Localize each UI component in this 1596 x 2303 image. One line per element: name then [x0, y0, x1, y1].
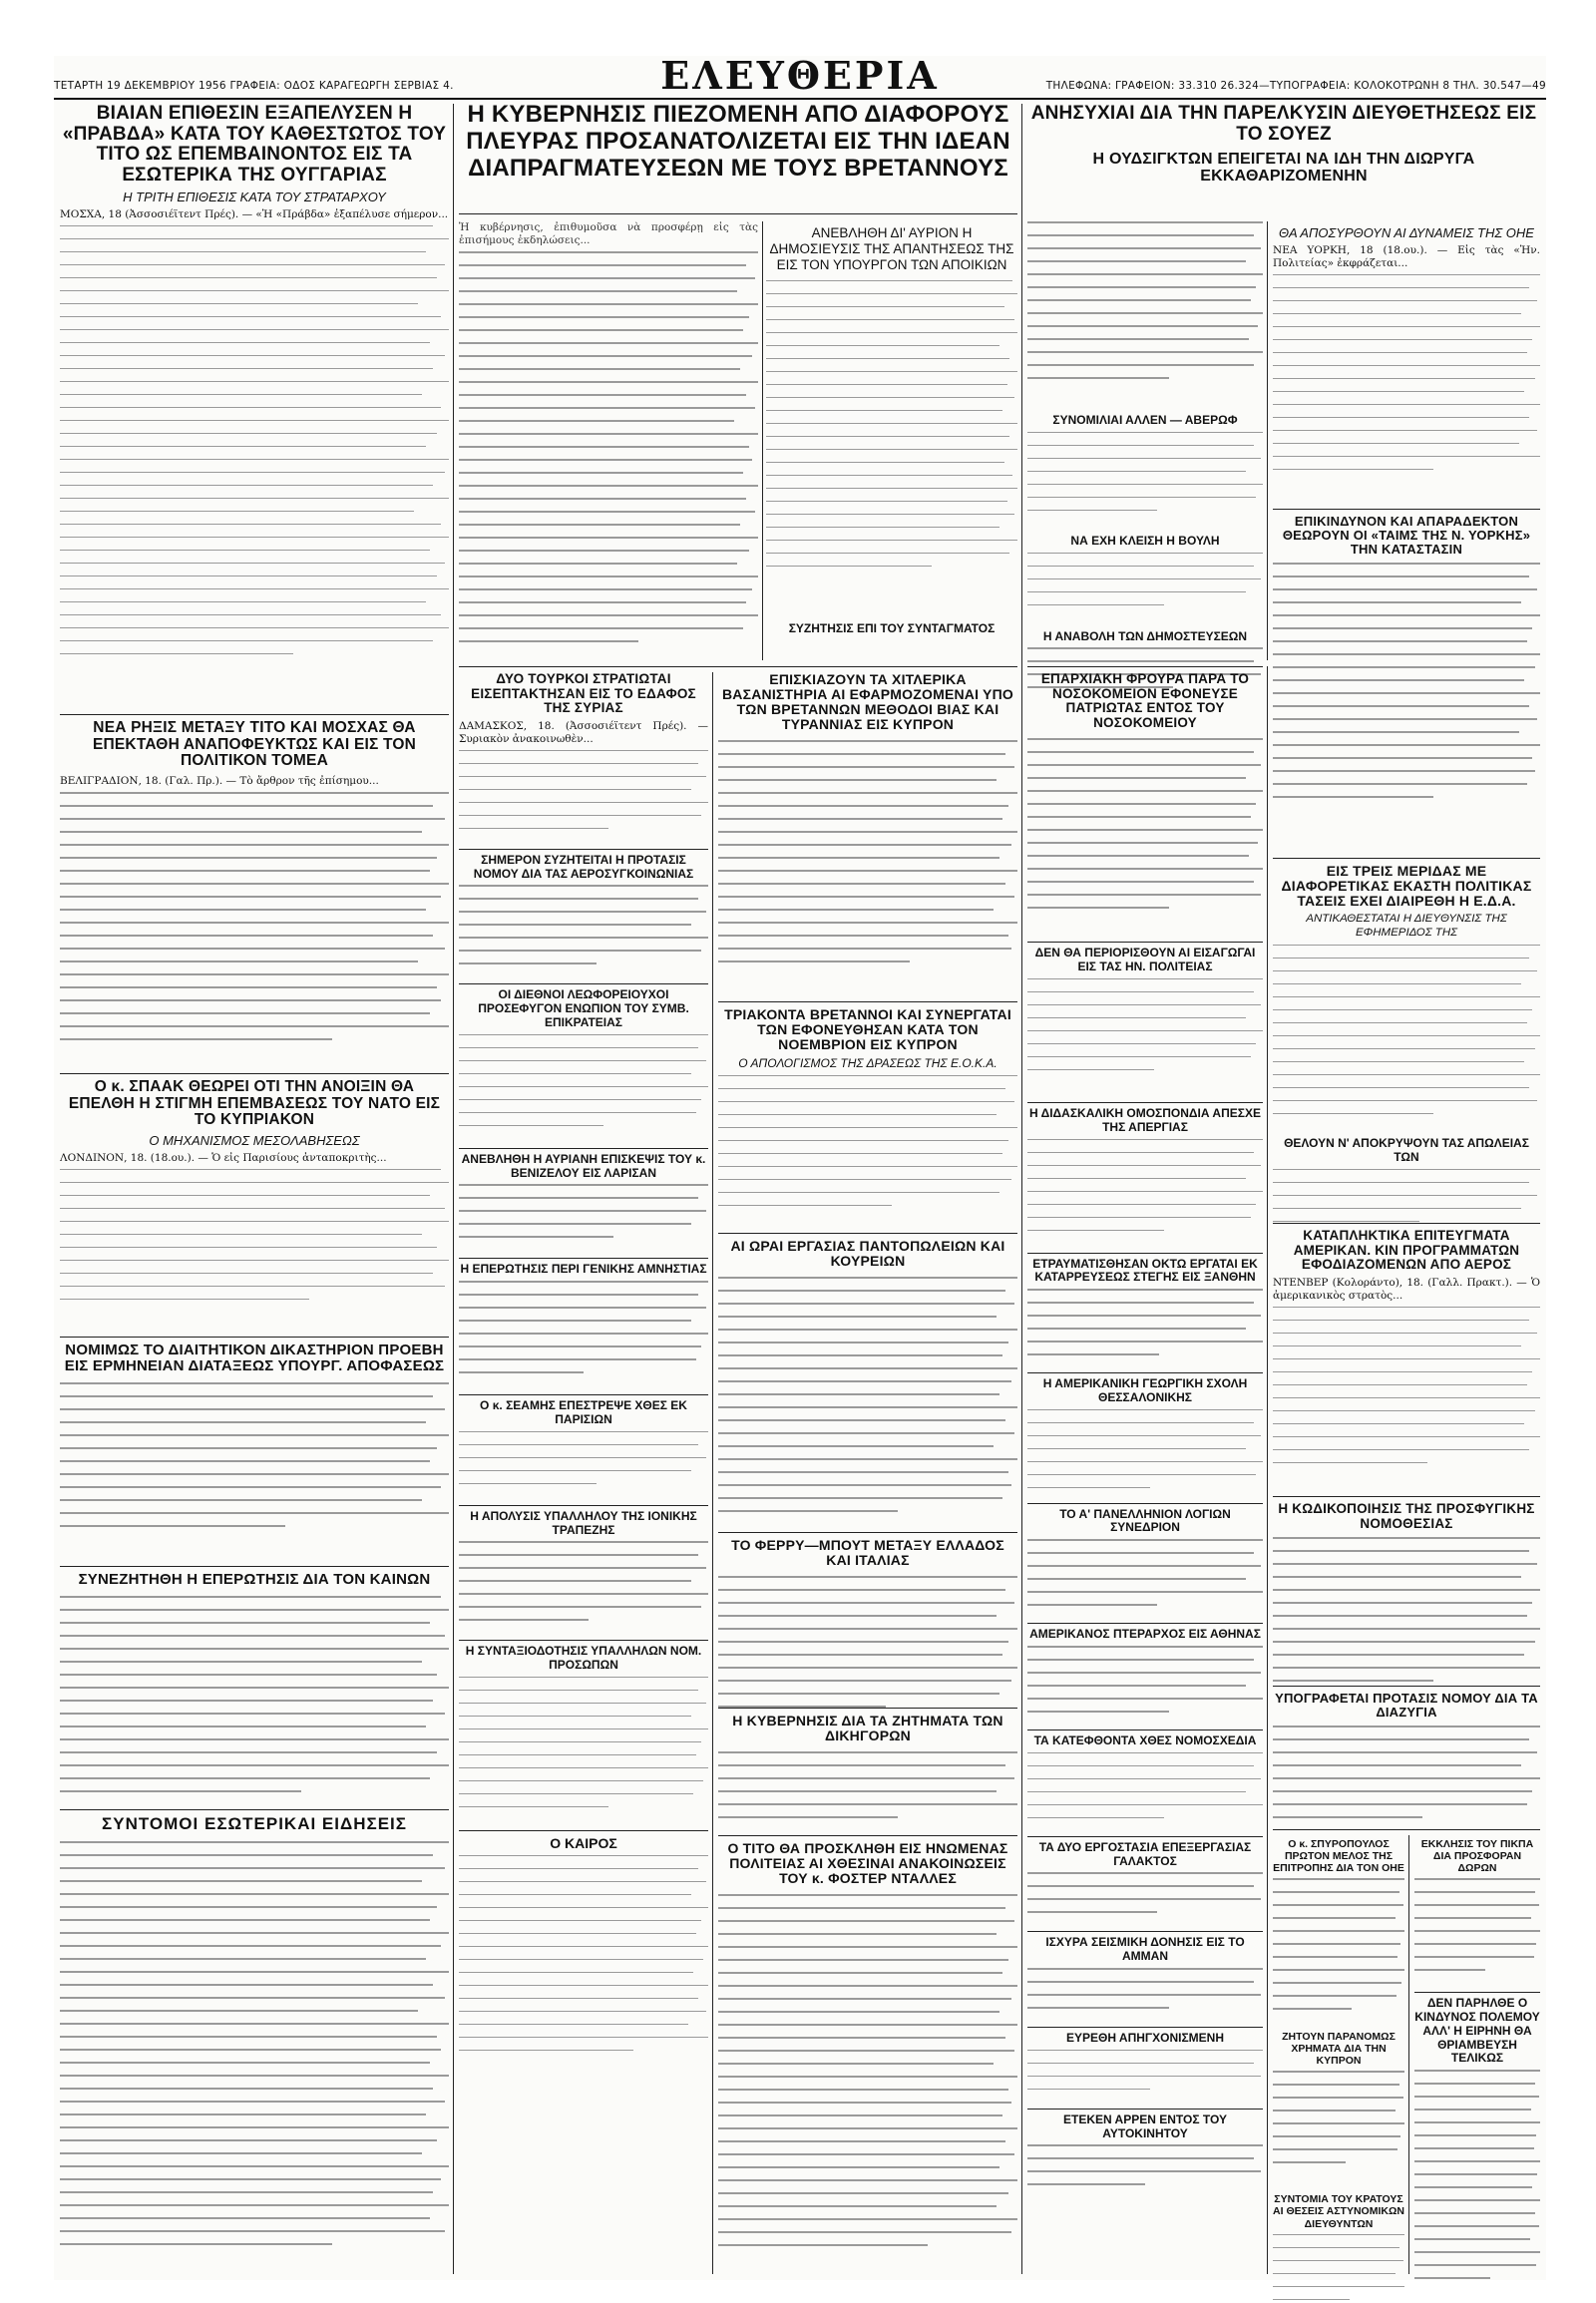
divider — [1027, 1729, 1263, 1730]
article-parixorisi-body — [1273, 2234, 1404, 2303]
divider — [459, 1640, 708, 1641]
article-syntaxiouchoi-headline: Η ΣΥΝΤΑΞΙΟΔΟΤΗΣΙΣ ΥΠΑΛΛΗΛΩΝ ΝΟΜ. ΠΡΟΣΩΠΩΝ — [465, 1644, 702, 1673]
article-vouli-headline: ΝΑ ΕΧΗ ΚΛΕΙΣΗ Η ΒΟΥΛΗ — [1070, 533, 1220, 548]
article-main-lead: Ἡ κυβέρνησις, ἐπιθυμοῦσα νὰ προσφέρῃ εἰς τὰς ἐπισήμους ἐκδηλώσεις... — [459, 221, 758, 246]
article-pravda-headline: ΒΙΑΙΑΝ ΕΠΙΘΕΣΙΝ ΕΞΑΠΕΛΥΣΕΝ Η «ΠΡΑΒΔΑ» ΚΑΤΑ ΤΟΥ ΚΑΘΕΣΤΩΤΟΣ ΤΟΥ ΤΙΤΟ ΩΣ ΕΠΕΜΒΑΙΝΟΝΤΟΣ ΕΙΣ ΤΑ ΕΣΩΤΕΡΙΚΑ ΤΗΣ ΟΥΓΓΑΡΙΑΣ — [62, 104, 447, 186]
divider — [1027, 1102, 1263, 1103]
article-xitler-body — [718, 740, 1017, 999]
divider — [1273, 1223, 1540, 1224]
article-ores — [718, 1239, 1017, 1546]
article-mati-headline: ΘΕΛΟΥΝ Ν' ΑΠΟΚΡΥΨΟΥΝ ΤΑΣ ΑΠΩΛΕΙΑΣ ΤΩΝ — [1284, 1135, 1529, 1164]
article-aprosxonismeni-body — [1027, 2050, 1263, 2105]
article-nosokomeio — [1027, 672, 1263, 2204]
article-amnistia-headline: Η ΕΠΕΡΩΤΗΣΙΣ ΠΕΡΙ ΓΕΝΙΚΗΣ ΑΜΝΗΣΤΙΑΣ — [460, 1262, 707, 1277]
column-rule — [712, 672, 713, 2274]
article-eda-body — [1273, 945, 1540, 1134]
article-spaak-headline: Ο κ. ΣΠΑΑΚ ΘΕΩΡΕΙ ΟΤΙ ΤΗΝ ΑΝΟΙΞΙΝ ΘΑ ΕΠΕΛΘΗ Η ΣΤΙΓΜΗ ΕΠΕΜΒΑΣΕΩΣ ΤΟΥ ΝΑΤΟ ΕΙΣ ΤΟ ΚΥΠΡΙΑΚΟΝ — [68, 1079, 441, 1129]
article-eda — [1273, 864, 1540, 1239]
article-aeros-dateline: ΝΤΕΝΒΕΡ (Κολοράντο), 18. (Γαλλ. Πρακτ.). — Ὁ ἀμερικανικὸς στρατὸς... — [1273, 1276, 1540, 1302]
article-kodikopoiisis — [1273, 1502, 1540, 1697]
article-katefgonta-body — [1027, 1752, 1263, 1832]
divider — [1027, 1836, 1263, 1837]
masthead-rule — [54, 98, 1546, 100]
divider — [60, 714, 449, 715]
article-polemos-headline: ΔΕΝ ΠΑΡΗΛΘΕ Ο ΚΙΝΔΥΝΟΣ ΠΟΛΕΜΟΥ ΑΛΛ' Η ΕΙΡΗΝΗ ΘΑ ΘΡΙΑΜΒΕΥΣΗ ΤΕΛΙΚΩΣ — [1414, 1996, 1540, 2066]
article-main-body-a — [459, 251, 758, 670]
article-main-col-a — [459, 221, 758, 670]
divider — [459, 849, 708, 850]
article-tito-mosxas-body — [60, 792, 449, 1081]
article-venizelos-headline: ΑΝΕΒΛΗΘΗ Η ΑΥΡΙΑΝΗ ΕΠΙΣΚΕΨΙΣ ΤΟΥ κ. ΒΕΝΙΖΕΛΟΥ ΕΙΣ ΛΑΡΙΣΑΝ — [461, 1151, 706, 1180]
article-ferry-headline: ΤΟ ΦΕΡΡΥ—ΜΠΟΥΤ ΜΕΤΑΞΥ ΕΛΛΑΔΟΣ ΚΑΙ ΙΤΑΛΙΑΣ — [731, 1538, 1004, 1569]
article-galaktos-headline: ΤΑ ΔΥΟ ΕΡΓΟΣΤΑΣΙΑ ΕΠΕΞΕΡΓΑΣΙΑΣ ΓΑΛΑΚΤΟΣ — [1038, 1839, 1252, 1868]
divider — [1027, 1253, 1263, 1254]
article-aeros-body — [1273, 1307, 1540, 1486]
article-parixorisi-headline: ΣΥΝΤΟΜΙΑ ΤΟΥ ΚΡΑΤΟΥΣ ΑΙ ΘΕΣΕΙΣ ΑΣΤΥΝΟΜΙΚΩΝ ΔΙΕΥΘΥΝΤΩΝ — [1273, 2193, 1404, 2230]
article-eisagogi-body — [1027, 978, 1263, 1098]
article-venizelos-body — [459, 1184, 708, 1254]
divider — [1027, 1503, 1263, 1504]
column-4-top — [1027, 221, 1263, 707]
article-main-body-b — [766, 280, 1017, 619]
column-rule — [1267, 221, 1268, 660]
column-rule — [1021, 104, 1022, 2274]
article-ores-headline: ΑΙ ΩΡΑΙ ΕΡΓΑΣΙΑΣ ΠΑΝΤΟΠΩΛΕΙΩΝ ΚΑΙ ΚΟΥΡΕΙΩΝ — [730, 1239, 1005, 1270]
article-allen-body — [1027, 432, 1263, 532]
article-triakonta-headline: ΤΡΙΑΚΟΝΤΑ ΒΡΕΤΑΝΝΟΙ ΚΑΙ ΣΥΝΕΡΓΑΤΑΙ ΤΩΝ ΕΦΟΝΕΥΘΗΣΑΝ ΚΑΤΑ ΤΟΝ ΝΟΕΜΒΡΙΟΝ ΕΙΣ ΚΥΠΡΟΝ — [724, 1007, 1011, 1053]
article-spyropoulos-headline: Ο κ. ΣΠΥΡΟΠΟΥΛΟΣ ΠΡΩΤΟΝ ΜΕΛΟΣ ΤΗΣ ΕΠΙΤΡΟΠΗΣ ΔΙΑ ΤΟΝ ΟΗΕ — [1273, 1838, 1404, 1875]
article-aerosygkoinonies-headline: ΣΗΜΕΡΟΝ ΣΥΖΗΤΕΙΤΑΙ Η ΠΡΟΤΑΣΙΣ ΝΟΜΟΥ ΔΙΑ ΤΑΣ ΑΕΡΟΣΥΓΚΟΙΝΩΝΙΑΣ — [473, 852, 694, 881]
article-tito-ipa-body — [718, 1894, 1017, 2273]
article-nyork — [1273, 515, 1540, 837]
divider — [60, 1073, 449, 1074]
article-diazygia-body — [1273, 1726, 1540, 1835]
article-spaak-subhead: Ο ΜΗΧΑΝΙΣΜΟΣ ΜΕΣΟΛΑΒΗΣΕΩΣ — [149, 1133, 360, 1149]
article-nosokomeio-headline: ΕΠΑΡΧΙΑΚΗ ΦΡΟΥΡΑ ΠΑΡΑ ΤΟ ΝΟΣΟΚΟΜΕΙΟΝ ΕΦΟΝΕΥΣΕ ΠΑΤΡΙΩΤΑΣ ΕΝΤΟΣ ΤΟΥ ΝΟΣΟΚΟΜΕΙΟΥ — [1040, 672, 1250, 730]
divider — [1027, 1931, 1263, 1932]
article-nyork-body — [1273, 563, 1540, 837]
divider — [718, 1532, 1017, 1533]
article-dimarxoi-headline: Η ΑΝΑΒΟΛΗ ΤΩΝ ΔΗΜΟΣΤΕΥΣΕΩΝ — [1042, 628, 1248, 643]
article-triakonta — [718, 1007, 1017, 1235]
article-diazygia — [1273, 1692, 1540, 1835]
divider — [1273, 1829, 1540, 1830]
article-tito-mosxas-headline: ΝΕΑ ΡΗΞΙΣ ΜΕΤΑΞΥ ΤΙΤΟ ΚΑΙ ΜΟΣΧΑΣ ΘΑ ΕΠΕΚΤΑΘΗ ΑΝΑΠΟΦΕΥΚΤΩΣ ΚΑΙ ΕΙΣ ΤΟΝ ΠΟΛΙΤΙΚΟΝ ΤΟΜΕΑ — [92, 720, 417, 770]
article-suez-kicker: ΘΑ ΑΠΟΣΥΡΘΟΥΝ ΑΙ ΔΥΝΑΜΕΙΣ ΤΗΣ ΟΗΕ — [1279, 225, 1534, 240]
article-spaak-body — [60, 1169, 449, 1339]
divider — [60, 1566, 449, 1567]
article-eisagogi-headline: ΔΕΝ ΘΑ ΠΕΡΙΟΡΙΣΘΟΥΝ ΑΙ ΕΙΣΑΓΩΓΑΙ ΕΙΣ ΤΑΣ ΗΝ. ΠΟΛΙΤΕΙΑΣ — [1034, 946, 1256, 974]
article-kairos-headline: Ο ΚΑΙΡΟΣ — [550, 1834, 617, 1851]
divider — [718, 1835, 1017, 1836]
article-parisioi-body — [459, 1431, 708, 1501]
article-polemos-body — [1414, 2070, 1540, 2303]
divider — [1414, 1992, 1540, 1993]
article-dikigoroi — [718, 1714, 1017, 1841]
article-galaktos-body — [1027, 1872, 1263, 1927]
article-kanones-headline: ΣΥΝΕΖΗΤΗΘΗ Η ΕΠΕΡΩΤΗΣΙΣ ΔΙΑ ΤΟΝ ΚΑΙΝΩΝ — [78, 1572, 431, 1588]
article-xitler — [718, 672, 1017, 999]
article-aprosxonismeni-headline: ΕΥΡΕΘΗ ΑΠΗΓΧΟΝΙΣΜΕΝΗ — [1066, 2031, 1224, 2046]
divider — [459, 1830, 708, 1831]
article-amnistia-body — [459, 1281, 708, 1390]
article-logioi-headline: ΤΟ Α' ΠΑΝΕΛΛΗΝΙΟΝ ΛΟΓΙΩΝ ΣΥΝΕΔΡΙΟΝ — [1059, 1506, 1231, 1535]
article-syntomoi-body — [60, 1841, 449, 2270]
divider — [459, 1394, 708, 1395]
article-dikigoroi-body — [718, 1751, 1017, 1841]
article-syntaxiouchoi-body — [459, 1677, 708, 1826]
article-allen-headline: ΣΥΝΟΜΙΛΙΑΙ ΑΛΛΕΝ — ΑΒΕΡΩΦ — [1052, 413, 1238, 427]
article-triakonta-subhead: Ο ΑΠΟΛΟΓΙΣΜΟΣ ΤΗΣ ΔΡΑΣΕΩΣ ΤΗΣ Ε.Ο.Κ.Α. — [738, 1056, 998, 1071]
article-nosokomeio-body — [1027, 738, 1263, 938]
article-suez-body — [1273, 274, 1540, 504]
article-ypallilos-body — [459, 1541, 708, 1636]
divider — [1273, 509, 1540, 510]
divider — [459, 1148, 708, 1149]
article-arren-headline: ΕΤΕΚΕΝ ΑΡΡΕΝ ΕΝΤΟΣ ΤΟΥ ΑΥΤΟΚΙΝΗΤΟΥ — [1062, 2111, 1227, 2140]
article-arren-body — [1027, 2144, 1263, 2204]
article-diazygia-headline: ΥΠΟΓΡΑΦΕΤΑΙ ΠΡΟΤΑΣΙΣ ΝΟΜΟΥ ΔΙΑ ΤΑ ΔΙΑΖΥΓΙΑ — [1275, 1692, 1538, 1721]
article-suez — [1027, 104, 1540, 186]
article-aeros — [1273, 1229, 1540, 1486]
article-pravda-subhead: Η ΤΡΙΤΗ ΕΠΙΘΕΣΙΣ ΚΑΤΑ ΤΟΥ ΣΤΡΑΤΑΡΧΟΥ — [123, 190, 386, 205]
article-suez-dateline: ΝΕΑ ΥΟΡΚΗ, 18 (18.ου.). — Εἰς τὰς «Ἡν. Πολιτείας» ἐκφράζεται... — [1273, 243, 1540, 269]
masthead-date-line: ΤΕΤΑΡΤΗ 19 ΔΕΚΕΜΒΡΙΟΥ 1956 ΓΡΑΦΕΙΑ: ΟΔΟΣ ΚΑΡΑΓΕΩΡΓΗ ΣΕΡΒΙΑΣ 4. — [54, 80, 454, 92]
article-pikpa-headline: ΕΚΚΛΗΣΙΣ ΤΟΥ ΠΙΚΠΑ ΔΙΑ ΠΡΟΣΦΟΡΑΝ ΔΩΡΩΝ — [1420, 1838, 1534, 1875]
article-parisioi-headline: Ο κ. ΣΕΑΜΗΣ ΕΠΕΣΤΡΕΨΕ ΧΘΕΣ ΕΚ ΠΑΡΙΣΙΩΝ — [480, 1398, 687, 1426]
article-pravda — [60, 104, 449, 714]
divider — [459, 213, 1017, 214]
article-spaak — [60, 1079, 449, 1339]
article-kodikopoiisis-body — [1273, 1537, 1540, 1697]
article-spaak-dateline: ΛΟΝΔΙΝΟΝ, 18. (18.ου.). — Ὁ εἰς Παρισίους ἀνταποκριτὴς... — [60, 1151, 387, 1164]
article-didaskaliki-headline: Η ΔΙΔΑΣΚΑΛΙΚΗ ΟΜΟΣΠΟΝΔΙΑ ΑΠΕΣΧΕ ΤΗΣ ΑΠΕΡΓΙΑΣ — [1029, 1105, 1261, 1134]
article-suez-headline: ΑΝΗΣΥΧΙΑΙ ΔΙΑ ΤΗΝ ΠΑΡΕΛΚΥΣΙΝ ΔΙΕΥΘΕΤΗΣΕΩΣ ΕΙΣ ΤΟ ΣΟΥΕΖ — [1030, 104, 1537, 145]
column-rule — [1267, 666, 1268, 2274]
article-main-headline: Η ΚΥΒΕΡΝΗΣΙΣ ΠΙΕΖΟΜΕΝΗ ΑΠΟ ΔΙΑΦΟΡΟΥΣ ΠΛΕΥΡΑΣ ΠΡΟΣΑΝΑΤΟΛΙΖΕΤΑΙ ΕΙΣ ΤΗΝ ΙΔΕΑΝ ΔΙΑΠΡΑΓΜΑΤΕΥΣΕΩΝ ΜΕ ΤΟΥΣ ΒΡΕΤΑΝΝΟΥΣ — [466, 102, 1010, 182]
article-spyropoulos — [1273, 1835, 1404, 2303]
article-kodikopoiisis-headline: Η ΚΩΔΙΚΟΠΟΙΗΣΙΣ ΤΗΣ ΠΡΟΣΦΥΓΙΚΗΣ ΝΟΜΟΘΕΣΙΑΣ — [1278, 1502, 1535, 1531]
article-tito-mosxas — [60, 720, 449, 1081]
divider — [1027, 1372, 1263, 1373]
article-triakonta-body — [718, 1075, 1017, 1235]
column-rule — [1408, 1835, 1409, 2274]
article-kanones-body — [60, 1596, 449, 1820]
divider — [459, 1258, 708, 1259]
divider — [1273, 1686, 1540, 1687]
masthead-phones: ΤΗΛΕΦΩΝΑ: ΓΡΑΦΕΙΟΝ: 33.310 26.324—ΤΥΠΟΓΡΑΦΕΙΑ: ΚΟΛΟΚΟΤΡΩΝΗ 8 ΤΗΛ. 30.547—49 — [1045, 80, 1546, 92]
divider — [1027, 666, 1263, 667]
article-kairos-body — [459, 1855, 708, 2075]
article-ergates-body — [1027, 1289, 1263, 1368]
divider — [1273, 1496, 1540, 1497]
divider — [1027, 2109, 1263, 2110]
divider — [60, 1337, 449, 1338]
article-xitler-headline: ΕΠΙΣΚΙΑΖΟΥΝ ΤΑ ΧΙΤΛΕΡΙΚΑ ΒΑΣΑΝΙΣΤΗΡΙΑ ΑΙ ΕΦΑΡΜΟΖΟΜΕΝΑΙ ΥΠΟ ΤΩΝ ΒΡΕΤΑΝΝΩΝ ΜΕΘΟΔΟΙ ΒΙΑΣ ΚΑΙ ΤΥΡΑΝΝΙΑΣ ΕΙΣ ΚΥΠΡΟΝ — [722, 672, 1013, 733]
article-suez-body-col — [1273, 221, 1540, 504]
article-syntomoi-headline: ΣΥΝΤΟΜΟΙ ΕΣΩΤΕΡΙΚΑΙ ΕΙΔΗΣΕΙΣ — [102, 1815, 407, 1833]
divider — [60, 1809, 449, 1810]
article-tourkoi-body — [459, 750, 708, 845]
article-xrimata-body — [1273, 2071, 1404, 2190]
article-pikpa-body — [1414, 1878, 1540, 1988]
article-xrimata-headline: ΖΗΤΟΥΝ ΠΑΡΑΝΟΜΩΣ ΧΡΗΜΑΤΑ ΔΙΑ ΤΗΝ ΚΥΠΡΟΝ — [1282, 2031, 1396, 2068]
article-ores-body — [718, 1277, 1017, 1546]
divider — [1027, 2027, 1263, 2028]
article-pterarchos-body — [1027, 1646, 1263, 1726]
masthead-title: ΕΛΕΥΘΕΡΙΑ — [660, 53, 940, 98]
article-nyork-headline: ΕΠΙΚΙΝΔΥΝΟΝ ΚΑΙ ΑΠΑΡΑΔΕΚΤΟΝ ΘΕΩΡΟΥΝ ΟΙ «ΤΑΙΜΣ ΤΗΣ Ν. ΥΟΡΚΗΣ» ΤΗΝ ΚΑΤΑΣΤΑΣΙΝ — [1282, 515, 1531, 558]
article-tourkoi — [459, 672, 708, 2075]
divider — [459, 666, 1017, 667]
article-spyropoulos-body — [1273, 1878, 1404, 2028]
article-main-body-c — [1027, 221, 1263, 411]
article-tourkoi-dateline: ΔΑΜΑΣΚΟΣ, 18. (Ἀσσοσιέϊτεντ Πρές). — Συριακὸν ἀνακοινωθὲν... — [459, 719, 708, 745]
divider — [718, 1001, 1017, 1002]
divider — [1027, 1623, 1263, 1624]
column-rule — [453, 104, 454, 2274]
masthead — [54, 53, 1546, 100]
column-rule — [762, 221, 763, 660]
article-aeros-headline: ΚΑΤΑΠΛΗΚΤΙΚΑ ΕΠΙΤΕΥΓΜΑΤΑ ΑΜΕΡΙΚΑΝ. ΚΙΝ ΠΡΟΓΡΑΜΜΑΤΩΝ ΕΦΟΔΙΑΖΟΜΕΝΩΝ ΑΠΟ ΑΕΡΟΣ — [1293, 1229, 1520, 1273]
article-pterarchos-headline: ΑΜΕΡΙΚΑΝΟΣ ΠΤΕΡΑΡΧΟΣ ΕΙΣ ΑΘΗΝΑΣ — [1029, 1627, 1261, 1642]
divider — [459, 983, 708, 984]
article-leoforeia-body — [459, 1034, 708, 1144]
article-dikigoroi-headline: Η ΚΥΒΕΡΝΗΣΙΣ ΔΙΑ ΤΑ ΖΗΤΗΜΑΤΑ ΤΩΝ ΔΙΚΗΓΟΡΩΝ — [732, 1714, 1003, 1744]
article-ergates-headline: ΕΤΡΑΥΜΑΤΙΣΘΗΣΑΝ ΟΚΤΩ ΕΡΓΑΤΑΙ ΕΚ ΚΑΤΑΡΡΕΥΣΕΩΣ ΣΤΕΓΗΣ ΕΙΣ ΞΑΝΘΗΝ — [1032, 1256, 1258, 1285]
divider — [1027, 942, 1263, 943]
article-katefgonta-headline: ΤΑ ΚΑΤΕΦΘΟΝΤΑ ΧΘΕΣ ΝΟΜΟΣΧΕΔΙΑ — [1033, 1733, 1257, 1748]
article-main — [459, 102, 1017, 183]
article-pravda-dateline: ΜΟΣΧΑ, 18 (Ἀσσοσιέϊτεντ Πρές). — «Ἡ «Πράβδα» ἐξαπέλυσε σήμερον... — [60, 207, 449, 220]
article-pikpa — [1414, 1835, 1540, 2303]
article-tito-ipa — [718, 1841, 1017, 2273]
article-seismos-headline: ΙΣΧΥΡΑ ΣΕΙΣΜΙΚΗ ΔΟΝΗΣΙΣ ΕΙΣ ΤΟ ΑΜΜΑΝ — [1045, 1935, 1245, 1964]
article-dikastirion-body — [60, 1382, 449, 1552]
article-tito-ipa-headline: Ο ΤΙΤΟ ΘΑ ΠΡΟΣΚΛΗΘΗ ΕΙΣ ΗΝΩΜΕΝΑΣ ΠΟΛΙΤΕΙΑΣ ΑΙ ΧΘΕΣΙΝΑΙ ΑΝΑΚΟΙΝΩΣΕΙΣ ΤΟΥ κ. ΦΟΣΤΕΡ ΝΤΑΛΛΕΣ — [727, 1841, 1008, 1887]
article-aerosygkoinonies-body — [459, 885, 708, 979]
article-eda-headline: ΕΙΣ ΤΡΕΙΣ ΜΕΡΙΔΑΣ ΜΕ ΔΙΑΦΟΡΕΤΙΚΑΣ ΕΚΑΣΤΗ ΠΟΛΙΤΙΚΑΣ ΤΑΣΕΙΣ ΕΧΕΙ ΔΙΑΙΡΕΘΗ Η Ε.Δ.Α. — [1281, 864, 1532, 910]
article-ferry-body — [718, 1576, 1017, 1726]
article-tito-mosxas-dateline: ΒΕΛΙΓΡΑΔΙΟΝ, 18. (Γαλ. Πρ.). — Τὸ ἄρθρον τῆς ἐπίσημου... — [60, 775, 379, 788]
divider — [459, 1505, 708, 1506]
article-main-subhead: ΑΝΕΒΛΗΘΗ ΔΙ' ΑΥΡΙΟΝ Η ΔΗΜΟΣΙΕΥΣΙΣ ΤΗΣ ΑΠΑΝΤΗΣΕΩΣ ΤΗΣ ΕΙΣ ΤΟΝ ΥΠΟΥΡΓΟΝ ΤΩΝ ΑΠΟΙΚΙΩΝ — [769, 225, 1014, 273]
article-scholi-body — [1027, 1409, 1263, 1499]
article-syntagmatos-headline: ΣΥΖΗΤΗΣΙΣ ΕΠΙ ΤΟΥ ΣΥΝΤΑΓΜΑΤΟΣ — [788, 620, 996, 635]
article-main-col-b — [766, 221, 1017, 638]
article-didaskaliki-body — [1027, 1139, 1263, 1249]
article-ypallilos-headline: Η ΑΠΟΛΥΣΙΣ ΥΠΑΛΛΗΛΟΥ ΤΗΣ ΙΟΝΙΚΗΣ ΤΡΑΠΕΖΗΣ — [470, 1508, 697, 1537]
divider — [718, 1233, 1017, 1234]
divider — [1273, 858, 1540, 859]
article-logioi-body — [1027, 1539, 1263, 1619]
article-scholi-headline: Η ΑΜΕΡΙΚΑΝΙΚΗ ΓΕΩΡΓΙΚΗ ΣΧΟΛΗ ΘΕΣΣΑΛΟΝΙΚΗΣ — [1042, 1376, 1248, 1404]
article-dikastirion — [60, 1343, 449, 1552]
article-syntomoi — [60, 1815, 449, 2270]
article-leoforeia-headline: ΟΙ ΔΙΕΘΝΟΙ ΛΕΩΦΟΡΕΙΟΥΧΟΙ ΠΡΟΣΕΦΥΓΟΝ ΕΝΩΠΙΟΝ ΤΟΥ ΣΥΜΒ. ΕΠΙΚΡΑΤΕΙΑΣ — [478, 987, 689, 1029]
article-ferry — [718, 1538, 1017, 1726]
article-dikastirion-headline: ΝΟΜΙΜΩΣ ΤΟ ΔΙΑΙΤΗΤΙΚΟΝ ΔΙΚΑΣΤΗΡΙΟΝ ΠΡΟΕΒΗ ΕΙΣ ΕΡΜΗΝΕΙΑΝ ΔΙΑΤΑΞΕΩΣ ΥΠΟΥΡΓ. ΑΠΟΦΑΣΕΩΣ — [64, 1343, 445, 1375]
article-pravda-body — [60, 225, 449, 714]
article-vouli-body — [1027, 553, 1263, 627]
article-tourkoi-headline: ΔΥΟ ΤΟΥΡΚΟΙ ΣΤΡΑΤΙΩΤΑΙ ΕΙΣΕΠΤΑΚΤΗΣΑΝ ΕΙΣ ΤΟ ΕΔΑΦΟΣ ΤΗΣ ΣΥΡΙΑΣ — [471, 672, 696, 716]
divider — [718, 1708, 1017, 1709]
article-eda-subhead: ΑΝΤΙΚΑΘΕΣΤΑΤΑΙ Η ΔΙΕΥΘΥΝΣΙΣ ΤΗΣ ΕΦΗΜΕΡΙΔΟΣ ΤΗΣ — [1306, 913, 1507, 940]
article-kanones — [60, 1572, 449, 1820]
article-suez-subhead: Η ΟΥΔΣΙΓΚΤΩΝ ΕΠΕΙΓΕΤΑΙ ΝΑ ΙΔΗ ΤΗΝ ΔΙΩΡΥΓΑ ΕΚΚΑΘΑΡΙΖΟΜΕΝΗΝ — [1092, 151, 1475, 186]
article-seismos-body — [1027, 1968, 1263, 2023]
